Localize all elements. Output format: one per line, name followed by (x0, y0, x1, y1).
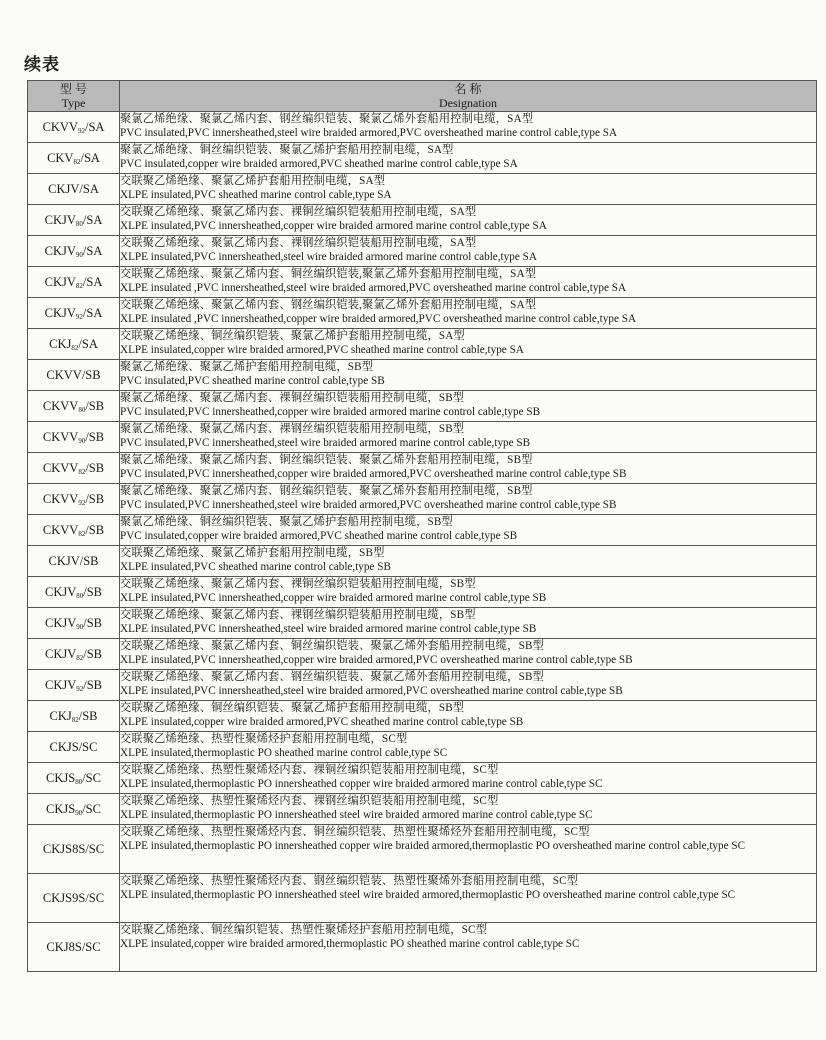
type-code: CKVV (42, 491, 79, 506)
type-cell (28, 143, 120, 174)
designation-column-header (120, 81, 817, 112)
table-row (28, 112, 817, 143)
table-row (28, 143, 817, 174)
designation-cell (120, 329, 817, 360)
type-code-suffix: /SB (83, 677, 103, 692)
designation-en: XLPE insulated,copper wire braided armored,PVC sheathed marine control cable,type SB (120, 716, 524, 728)
designation-zh: 聚氯乙烯绝缘、铜丝编织铠装、聚氯乙烯护套船用控制电缆，SB型 (120, 516, 453, 528)
designation-zh: 交联聚乙烯绝缘、热塑性聚烯烃内套、铜丝编织铠装、热塑性聚烯烃外套船用控制电缆，SC型 (120, 826, 590, 838)
type-code: CKJV (44, 646, 77, 661)
type-code-suffix: /SC (82, 801, 101, 816)
type-cell (28, 329, 120, 360)
type-code-suffix: /SB (81, 367, 101, 382)
type-cell (28, 236, 120, 267)
type-cell (28, 174, 120, 205)
designation-en: XLPE insulated ,PVC innersheathed,copper wire braided armored,PVC oversheathed marine control cable,type SA (120, 313, 637, 325)
type-code-suffix: /SA (84, 119, 105, 134)
type-code: CKVV (46, 367, 82, 382)
type-code: CKJS (49, 739, 79, 754)
type-code-subscript: 90 (75, 808, 83, 817)
table-row (28, 923, 817, 972)
table-row (28, 174, 817, 205)
type-cell (28, 670, 120, 701)
designation-zh: 交联聚乙烯绝缘、铜丝编织铠装、聚氯乙烯护套船用控制电缆，SA型 (120, 330, 465, 342)
type-code-subscript: 82 (73, 157, 81, 166)
cable-designation-table (27, 80, 817, 972)
type-code: CKVV (42, 429, 79, 444)
designation-cell (120, 205, 817, 236)
designation-zh: 交联聚乙烯绝缘、热塑性聚烯烃内套、裸钢丝编织铠装船用控制电缆，SC型 (120, 795, 499, 807)
designation-zh: 交联聚乙烯绝缘、聚氯乙烯内套、裸钢丝编织铠装船用控制电缆，SA型 (120, 237, 477, 249)
designation-header-en: Designation (439, 96, 497, 110)
type-code-subscript: 92 (75, 312, 83, 321)
table-row (28, 608, 817, 639)
type-code: CKJV (44, 584, 77, 599)
type-cell (28, 360, 120, 391)
designation-cell (120, 112, 817, 143)
designation-cell (120, 143, 817, 174)
designation-zh: 聚氯乙烯绝缘、聚氯乙烯内套、钢丝编织铠装、聚氯乙烯外套船用控制电缆，SB型 (120, 485, 533, 497)
type-code-subscript: 82 (71, 343, 79, 352)
designation-en: XLPE insulated ,PVC innersheathed,steel wire braided armored,PVC oversheathed marine control cable,type SA (120, 282, 627, 294)
type-code: CKJS (46, 801, 76, 816)
type-code: CKVV (42, 398, 79, 413)
type-code-suffix: /SC (81, 939, 101, 954)
type-code-subscript: 92 (78, 498, 86, 507)
type-code-suffix: /SA (78, 336, 98, 351)
designation-zh: 交联聚乙烯绝缘、聚氯乙烯内套、钢丝编织铠装、聚氯乙烯外套船用控制电缆，SB型 (120, 671, 545, 683)
designation-en: XLPE insulated,thermoplastic PO innersheathed steel wire braided armored marine control cable,type SC (120, 809, 593, 821)
type-code-suffix: /SB (79, 553, 99, 568)
type-cell (28, 639, 120, 670)
type-code: CKJS (46, 770, 76, 785)
designation-cell (120, 391, 817, 422)
type-code-suffix: /SA (82, 243, 103, 258)
designation-cell (120, 453, 817, 484)
type-code: CKJV (48, 181, 80, 196)
type-cell (28, 205, 120, 236)
type-cell (28, 422, 120, 453)
type-code: CKVV (42, 522, 79, 537)
designation-en: PVC insulated,PVC innersheathed,copper wire braided armored marine control cable,type SB (120, 406, 541, 418)
type-cell (28, 515, 120, 546)
table-row (28, 298, 817, 329)
designation-zh: 交联聚乙烯绝缘、热塑性聚烯烃内套、裸铜丝编织铠装船用控制电缆，SC型 (120, 764, 499, 776)
designation-cell (120, 701, 817, 732)
table-row (28, 874, 817, 923)
type-cell (28, 577, 120, 608)
designation-cell (120, 267, 817, 298)
designation-en: PVC insulated,copper wire braided armored,PVC sheathed marine control cable,type SA (120, 158, 518, 170)
type-code-subscript: 82 (71, 715, 79, 724)
designation-cell (120, 484, 817, 515)
type-cell (28, 267, 120, 298)
type-cell (28, 608, 120, 639)
type-cell (28, 923, 120, 972)
designation-cell (120, 670, 817, 701)
designation-zh: 交联聚乙烯绝缘、聚氯乙烯内套、裸钢丝编织铠装船用控制电缆，SB型 (120, 609, 476, 621)
type-code-suffix: /SB (85, 522, 105, 537)
table-row (28, 701, 817, 732)
table-row (28, 546, 817, 577)
designation-en: XLPE insulated,PVC sheathed marine control cable,type SA (120, 189, 392, 201)
designation-en: XLPE insulated,PVC innersheathed,copper wire braided armored,PVC oversheathed marine control cable,type SB (120, 654, 633, 666)
table-body (28, 112, 817, 972)
type-code: CKJV (44, 615, 77, 630)
table-row (28, 732, 817, 763)
designation-en: PVC insulated,PVC innersheathed,steel wire braided armored,PVC oversheathed marine control cable,type SA (120, 127, 618, 139)
designation-zh: 聚氯乙烯绝缘、聚氯乙烯内套、钢丝编织铠装、聚氯乙烯外套船用控制电缆，SA型 (120, 113, 534, 125)
designation-zh: 交联聚乙烯绝缘、聚氯乙烯内套、铜丝编织铠装,聚氯乙烯外套船用控制电缆，SA型 (120, 268, 537, 280)
table-row (28, 236, 817, 267)
type-code-suffix: /SA (79, 181, 99, 196)
type-cell (28, 794, 120, 825)
type-header-zh: 型 号 (59, 82, 87, 96)
designation-cell (120, 825, 817, 874)
type-code-suffix: /SA (82, 274, 103, 289)
designation-en: PVC insulated,PVC innersheathed,steel wire braided armored,PVC oversheathed marine control cable,type SB (120, 499, 617, 511)
type-code: CKJV (44, 243, 76, 258)
type-cell (28, 701, 120, 732)
type-code-suffix: /SB (78, 708, 98, 723)
table-row (28, 391, 817, 422)
type-code-subscript: 90 (78, 436, 86, 445)
type-code: CKV (47, 150, 74, 165)
designation-en: XLPE insulated,copper wire braided armored,PVC sheathed marine control cable,type SA (120, 344, 524, 356)
designation-en: XLPE insulated,PVC sheathed marine control cable,type SB (120, 561, 391, 573)
type-column-header (28, 81, 120, 112)
type-code-subscript: 90 (76, 622, 84, 631)
designation-zh: 交联聚乙烯绝缘、铜丝编织铠装、热塑性聚烯烃护套船用控制电缆，SC型 (120, 924, 488, 936)
designation-cell (120, 515, 817, 546)
type-cell (28, 763, 120, 794)
designation-en: XLPE insulated,copper wire braided armored,thermoplastic PO sheathed marine control cable,type SC (120, 938, 580, 950)
type-code: CKJV (44, 274, 76, 289)
designation-en: XLPE insulated,thermoplastic PO innersheathed steel wire braided armored,thermoplastic PO oversheathed marine control cable,type SC (120, 889, 736, 901)
table-row (28, 825, 817, 874)
designation-cell (120, 236, 817, 267)
designation-zh: 交联聚乙烯绝缘、热塑性聚烯烃护套船用控制电缆，SC型 (120, 733, 408, 745)
designation-en: PVC insulated,copper wire braided armored,PVC sheathed marine control cable,type SB (120, 530, 518, 542)
designation-zh: 交联聚乙烯绝缘、铜丝编织铠装、聚氯乙烯护套船用控制电缆，SB型 (120, 702, 465, 714)
type-cell (28, 484, 120, 515)
designation-cell (120, 874, 817, 923)
designation-zh: 聚氯乙烯绝缘、聚氯乙烯内套、裸铜丝编织铠装船用控制电缆，SB型 (120, 392, 465, 404)
designation-cell (120, 422, 817, 453)
designation-header-zh: 名 称 (454, 82, 482, 96)
type-code-subscript: 80 (75, 219, 83, 228)
designation-en: PVC insulated,PVC innersheathed,steel wire braided armored marine control cable,type SB (120, 437, 531, 449)
type-cell (28, 391, 120, 422)
type-code-subscript: 92 (77, 126, 85, 135)
designation-cell (120, 732, 817, 763)
type-cell (28, 112, 120, 143)
designation-zh: 交联聚乙烯绝缘、聚氯乙烯内套、铜丝编织铠装、聚氯乙烯外套船用控制电缆，SB型 (120, 640, 545, 652)
type-code-subscript: 80 (78, 405, 86, 414)
table-row (28, 422, 817, 453)
type-code: CKJV (44, 305, 76, 320)
type-cell (28, 874, 120, 923)
table-row (28, 577, 817, 608)
table-row (28, 639, 817, 670)
table-row (28, 670, 817, 701)
designation-cell (120, 546, 817, 577)
designation-en: XLPE insulated,thermoplastic PO sheathed marine control cable,type SC (120, 747, 448, 759)
type-code-suffix: /SB (85, 429, 105, 444)
type-code-suffix: /SB (83, 615, 103, 630)
type-code-suffix: /SC (78, 739, 98, 754)
type-code-subscript: 80 (76, 591, 84, 600)
type-code-suffix: /SC (85, 841, 105, 856)
type-code-suffix: /SC (82, 770, 101, 785)
type-cell (28, 546, 120, 577)
designation-en: PVC insulated,PVC sheathed marine control cable,type SB (120, 375, 385, 387)
designation-cell (120, 360, 817, 391)
type-code-subscript: 82 (78, 467, 86, 476)
type-code: CKVV (42, 119, 78, 134)
type-code: CKVV (42, 460, 79, 475)
type-cell (28, 298, 120, 329)
type-code-suffix: /SA (82, 305, 103, 320)
type-code: CKJV (44, 677, 77, 692)
designation-cell (120, 639, 817, 670)
type-code-suffix: /SA (82, 212, 103, 227)
table-row (28, 205, 817, 236)
type-code-subscript: 82 (75, 281, 83, 290)
designation-cell (120, 794, 817, 825)
type-header-en: Type (61, 96, 86, 110)
designation-zh: 交联聚乙烯绝缘、聚氯乙烯内套、裸铜丝编织铠装船用控制电缆，SB型 (120, 578, 476, 590)
designation-en: XLPE insulated,thermoplastic PO innersheathed copper wire braided armored,thermoplastic PO oversheathed marine control cable,type SC (120, 840, 746, 852)
type-cell (28, 453, 120, 484)
type-code-suffix: /SB (83, 584, 103, 599)
type-code-subscript: 90 (75, 250, 83, 259)
designation-cell (120, 608, 817, 639)
type-code: CKJV (44, 212, 76, 227)
type-code-suffix: /SB (83, 646, 103, 661)
designation-cell (120, 577, 817, 608)
type-code-subscript: 82 (76, 653, 84, 662)
type-code-subscript: 82 (78, 529, 86, 538)
designation-cell (120, 923, 817, 972)
designation-en: XLPE insulated,PVC innersheathed,copper wire braided armored marine control cable,type SB (120, 592, 547, 604)
type-code: CKJ8S (46, 939, 82, 954)
type-code: CKJS8S (42, 841, 86, 856)
designation-cell (120, 298, 817, 329)
type-code-suffix: /SB (85, 460, 105, 475)
table-row (28, 763, 817, 794)
designation-en: XLPE insulated,thermoplastic PO innersheathed copper wire braided armored marine control cable,type SC (120, 778, 603, 790)
type-code: CKJV (48, 553, 80, 568)
designation-zh: 交联聚乙烯绝缘、聚氯乙烯内套、裸铜丝编织铠装船用控制电缆，SA型 (120, 206, 477, 218)
designation-zh: 交联聚乙烯绝缘、聚氯乙烯护套船用控制电缆，SB型 (120, 547, 385, 559)
type-code-suffix: /SC (85, 890, 105, 905)
designation-zh: 交联聚乙烯绝缘、热塑性聚烯烃内套、钢丝编织铠装、热塑性聚烯外套船用控制电缆，SC型 (120, 875, 579, 887)
designation-zh: 交联聚乙烯绝缘、聚氯乙烯内套、钢丝编织铠装,聚氯乙烯外套船用控制电缆，SA型 (120, 299, 537, 311)
table-row (28, 360, 817, 391)
type-code-suffix: /SB (85, 398, 105, 413)
table-row (28, 794, 817, 825)
type-code: CKJ (49, 708, 72, 723)
designation-en: XLPE insulated,PVC innersheathed,steel wire braided armored marine control cable,type SA (120, 251, 537, 263)
type-cell (28, 825, 120, 874)
designation-zh: 聚氯乙烯绝缘、铜丝编织铠装、聚氯乙烯护套船用控制电缆，SA型 (120, 144, 454, 156)
type-code: CKJS9S (42, 890, 86, 905)
table-row (28, 484, 817, 515)
designation-en: XLPE insulated,PVC innersheathed,copper wire braided armored marine control cable,type SA (120, 220, 547, 232)
designation-en: XLPE insulated,PVC innersheathed,steel wire braided armored marine control cable,type SB (120, 623, 537, 635)
table-row (28, 267, 817, 298)
table-row (28, 515, 817, 546)
type-cell (28, 732, 120, 763)
type-code-suffix: /SA (80, 150, 100, 165)
designation-zh: 聚氯乙烯绝缘、聚氯乙烯内套、铜丝编织铠装、聚氯乙烯外套船用控制电缆，SB型 (120, 454, 533, 466)
type-code-suffix: /SB (85, 491, 105, 506)
type-code-subscript: 92 (76, 684, 84, 693)
designation-en: PVC insulated,PVC innersheathed,copper wire braided armored,PVC oversheathed marine control cable,type SB (120, 468, 627, 480)
designation-en: XLPE insulated,PVC innersheathed,steel wire braided armored,PVC oversheathed marine control cable,type SB (120, 685, 623, 697)
table-row (28, 329, 817, 360)
type-code-subscript: 80 (75, 777, 83, 786)
page-title: 续表 (24, 55, 60, 75)
designation-zh: 聚氯乙烯绝缘、聚氯乙烯内套、裸钢丝编织铠装船用控制电缆，SB型 (120, 423, 465, 435)
table-header-row (28, 81, 817, 112)
designation-zh: 聚氯乙烯绝缘、聚氯乙烯护套船用控制电缆，SB型 (120, 361, 374, 373)
designation-cell (120, 763, 817, 794)
table-row (28, 453, 817, 484)
designation-cell (120, 174, 817, 205)
designation-zh: 交联聚乙烯绝缘、聚氯乙烯护套船用控制电缆，SA型 (120, 175, 386, 187)
type-code: CKJ (49, 336, 72, 351)
